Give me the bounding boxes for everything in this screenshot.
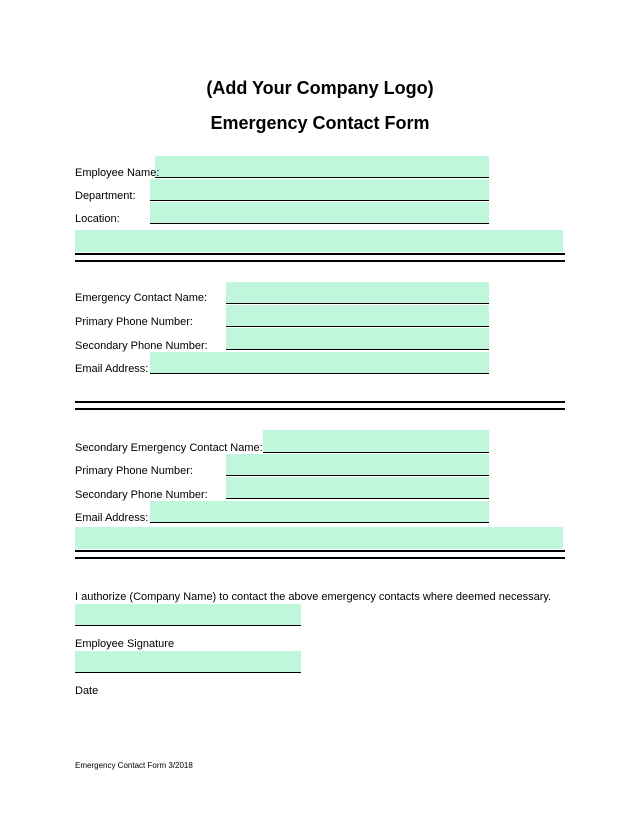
employee-name-field[interactable] (155, 156, 489, 178)
secondary-contact-secondary-phone-label: Secondary Phone Number: (75, 489, 208, 501)
section-divider (75, 401, 565, 410)
authorization-statement: I authorize (Company Name) to contact the above emergency contacts where deemed necessary. (75, 591, 552, 603)
section-divider (75, 550, 565, 559)
emergency-contact-name-label: Emergency Contact Name: (75, 292, 208, 304)
secondary-phone-field[interactable] (226, 328, 489, 350)
secondary-contact-email-label: Email Address: (75, 512, 149, 524)
secondary-contact-secondary-phone-field[interactable] (226, 477, 489, 499)
location-field[interactable] (150, 202, 489, 224)
location-extra-field[interactable] (75, 230, 563, 252)
emergency-contact-name-field[interactable] (226, 282, 489, 304)
secondary-contact-name-label: Secondary Emergency Contact Name: (75, 442, 263, 454)
section-divider (75, 253, 565, 262)
logo-placeholder: (Add Your Company Logo) (206, 78, 434, 98)
location-label: Location: (75, 213, 120, 225)
form-title: Emergency Contact Form (210, 113, 430, 133)
date-field[interactable] (75, 651, 301, 673)
employee-signature-label: Employee Signature (75, 638, 175, 650)
secondary-contact-email-field[interactable] (150, 501, 489, 523)
email-label: Email Address: (75, 363, 149, 375)
footer-text: Emergency Contact Form 3/2018 (75, 761, 193, 770)
email-field[interactable] (150, 352, 489, 374)
secondary-contact-primary-phone-label: Primary Phone Number: (75, 465, 193, 477)
secondary-phone-label: Secondary Phone Number: (75, 340, 208, 352)
secondary-contact-extra-field[interactable] (75, 527, 563, 549)
secondary-contact-name-field[interactable] (263, 430, 489, 453)
primary-phone-label: Primary Phone Number: (75, 316, 193, 328)
department-field[interactable] (150, 179, 489, 201)
employee-name-label: Employee Name: (75, 167, 160, 179)
secondary-contact-primary-phone-field[interactable] (226, 454, 489, 476)
employee-signature-field[interactable] (75, 604, 301, 626)
department-label: Department: (75, 190, 136, 202)
date-label: Date (75, 685, 99, 697)
primary-phone-field[interactable] (226, 305, 489, 327)
